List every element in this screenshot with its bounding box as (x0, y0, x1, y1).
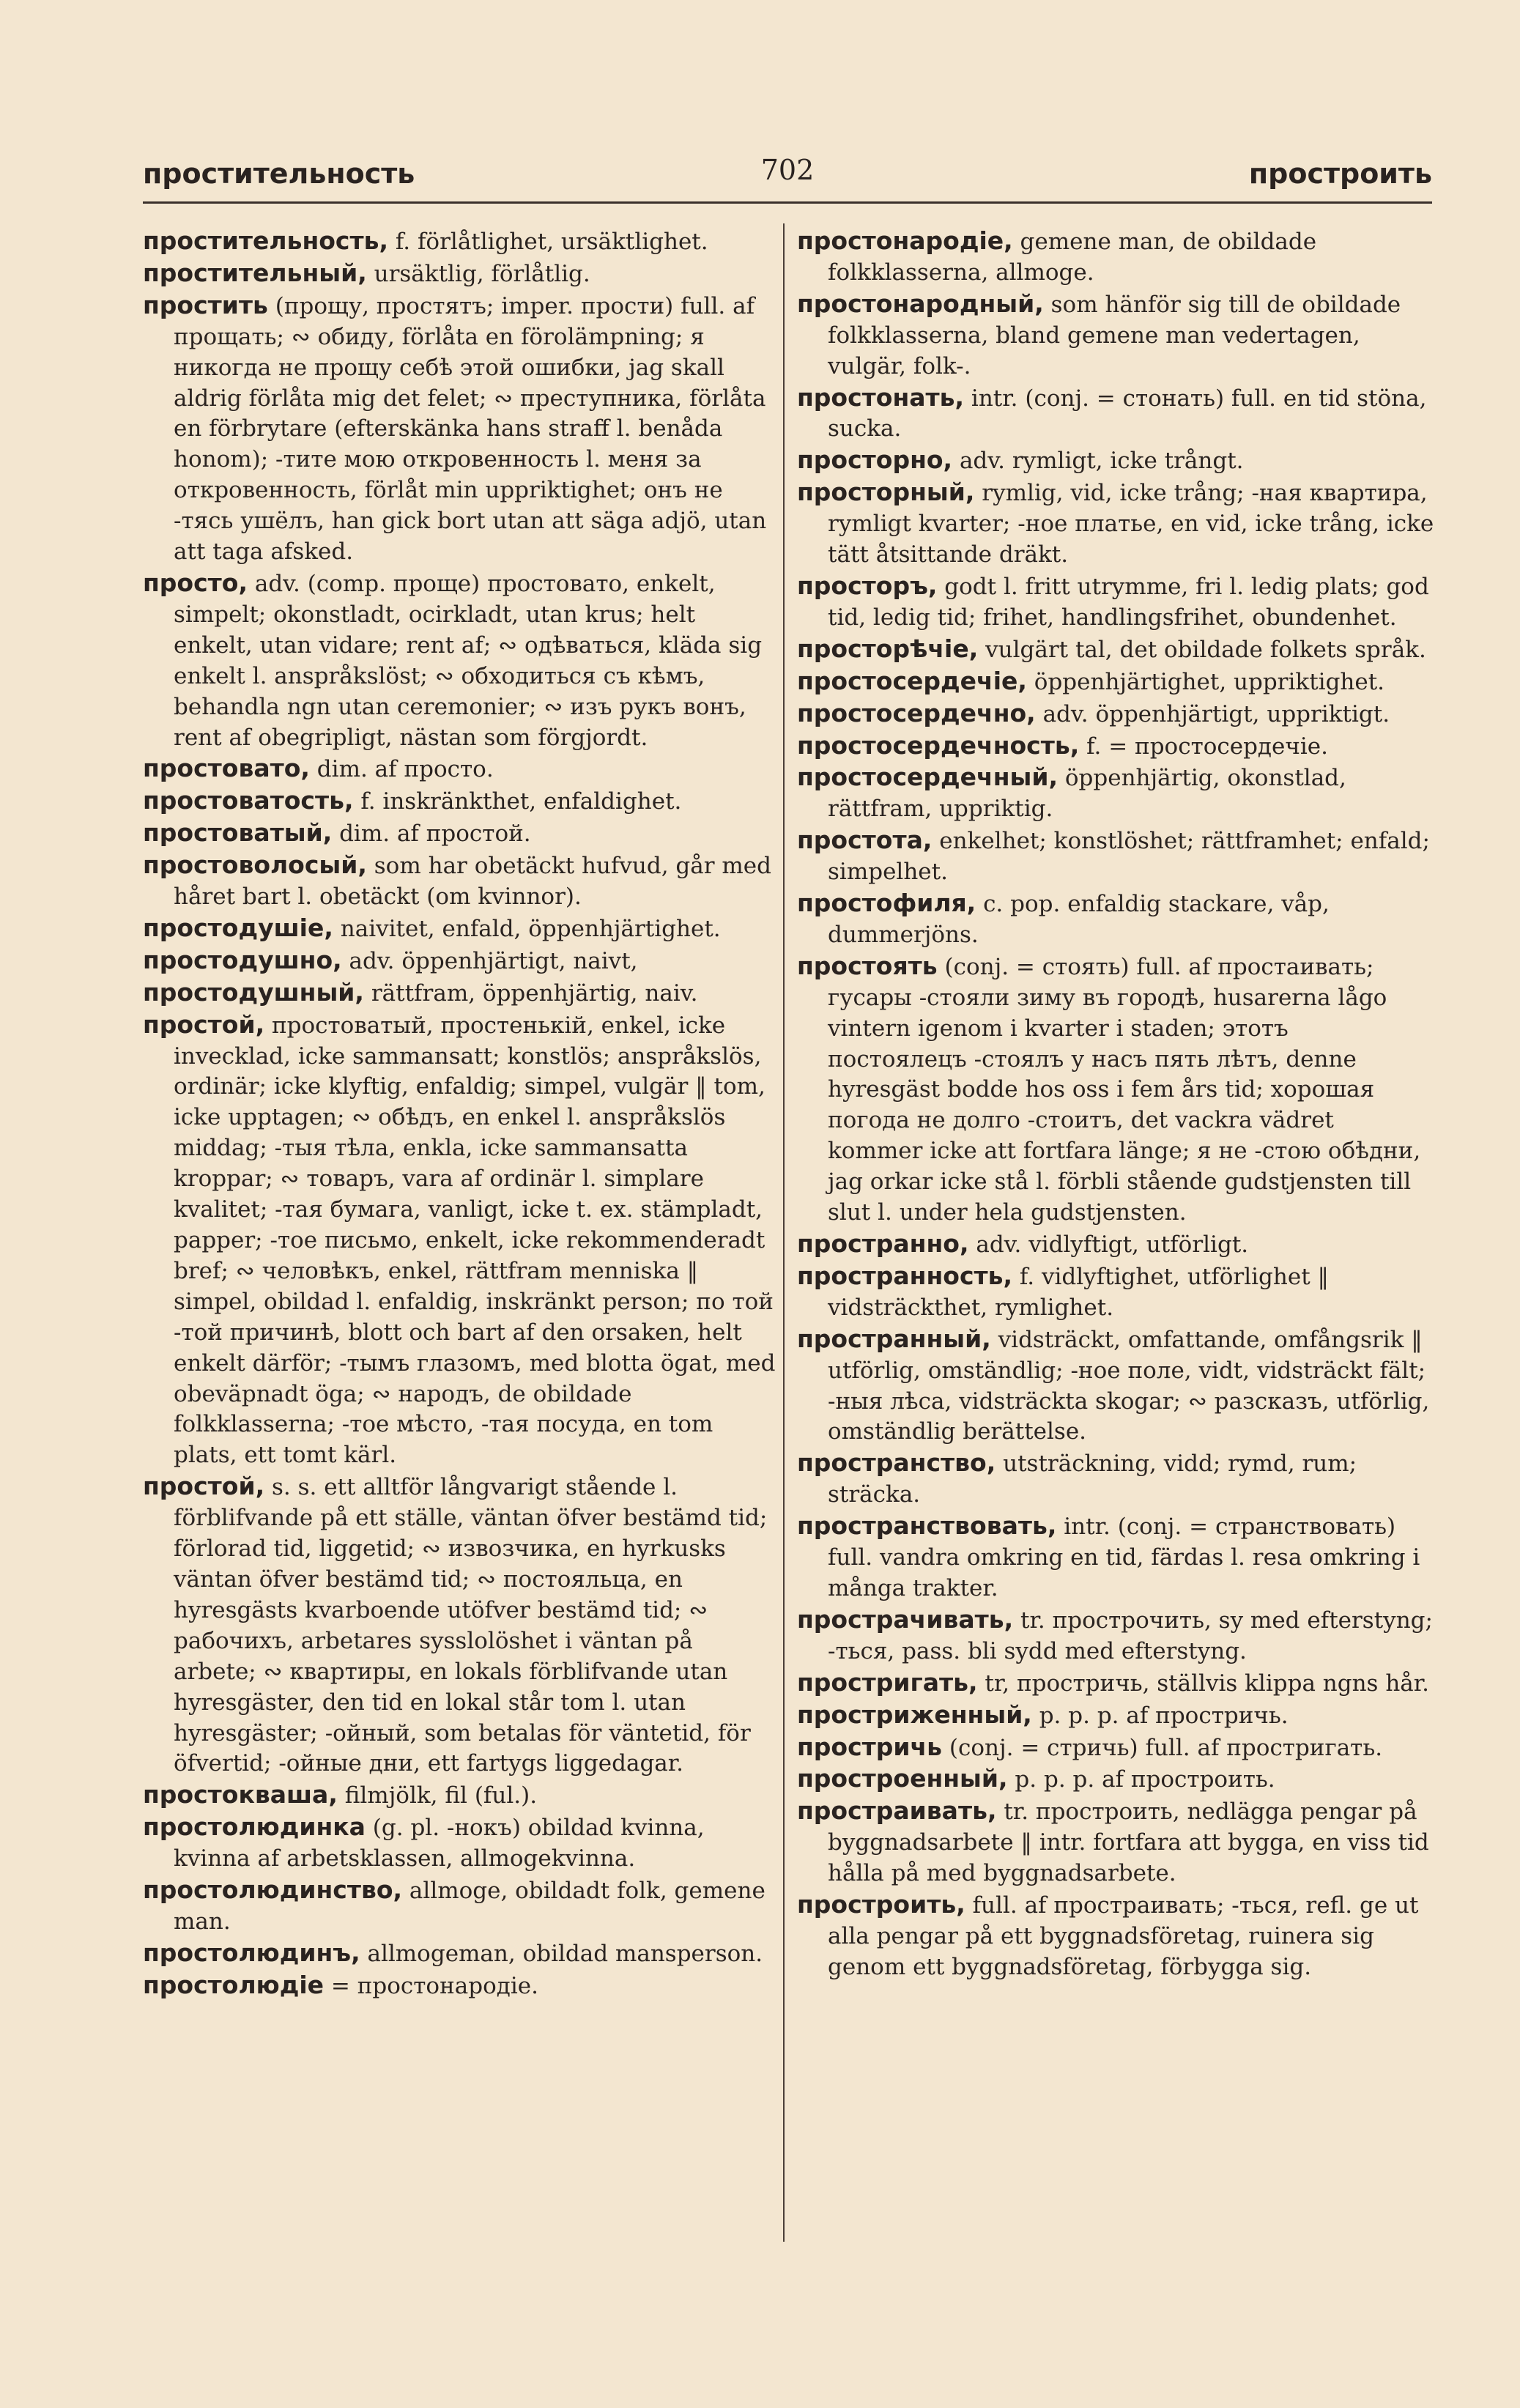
dictionary-entry (797, 698, 1434, 730)
definition: allmogeman, obildad mansperson. (360, 1940, 763, 1967)
dictionary-entry (797, 382, 1434, 445)
definition: = простонародіе. (324, 1972, 538, 1999)
definition: простоватый, простенькій, enkel, icke invecklad, icke sammansatt; konstlös; anspråkslös, ordinär; icke klyftig, enfaldig; simpel, vulgär ‖ tom, icke upptagen; ∾ обѣдъ, en enkel l. anspråkslös middag; -тыя тѣла, enkla, icke sammansatta kroppar; ∾ товаръ, vara af ordinär l. simplare kvalitet; -тая бумага, vanligt, icke t. ex. stämpladt, papper; -тое письмо, enkelt, icke rekommenderadt bref; ∾ человѣкъ, enkel, rättfram menniska ‖ simpel, obildad l. enfaldig, inskränkt person; по той -той причинѣ, blott och bart af den orsaken, helt enkelt därför; -тымъ глазомъ, med blotta ögat, med obeväpnadt öga; ∾ народъ, de obildade folkklasserna; -тое мѣсто, -тая посуда, en tom plats, ett tomt kärl. (174, 1012, 776, 1469)
headword: простить (143, 290, 268, 319)
headword: простриженный, (797, 1700, 1032, 1729)
definition: s. s. ett alltför långvarigt stående l. förblifvande på ett ställe, väntan öfver bestämd tid; förlorad tid, liggetid; ∾ извозчика, en hyrkusks väntan öfver bestämd tid; ∾ постояльца, en hyresgästs kvarboende utöfver bestämd tid; ∾ рабочихъ, arbetares sysslolöshet i väntan på arbete; ∾ квартиры, en lokals förblifvande utan hyresgäster, den tid en lokal står tom l. utan hyresgäster; -ойный, som betalas för väntetid, för öfvertid; -ойные дни, ett fartygs liggedagar. (174, 1474, 768, 1777)
definition: vidsträckt, omfattande, omfångsrik ‖ utförlig, omständlig; -ное поле, vidt, vidsträckt fält; -ныя лѣса, vidsträckta skogar; ∾ разсказъ, utförlig, omständlig berättelse. (828, 1326, 1430, 1445)
headword: простоватый, (143, 818, 333, 848)
headword: просторѣчіе, (797, 634, 979, 663)
dictionary-entry (797, 1324, 1434, 1448)
headword: просто, (143, 568, 248, 597)
definition: f. förlåtlighet, ursäktlighet. (388, 229, 708, 255)
dictionary-entry (143, 1779, 780, 1812)
headword: простроенный, (797, 1764, 1008, 1793)
headword: пространность, (797, 1261, 1013, 1290)
headword: простовато, (143, 754, 310, 783)
headword: пространно, (797, 1229, 969, 1258)
definition: som hänför sig till de obildade folkklasserna, bland gemene man vedertagen, vulgär, folk-. (828, 291, 1401, 379)
dictionary-entry (797, 1889, 1434, 1983)
headword: простодушно, (143, 945, 342, 974)
headword: простофиля, (797, 889, 976, 918)
definition: adv. rymligt, icke trångt. (952, 448, 1244, 475)
definition: tr. прострочить, sy med efterstyng; -ться, pass. bli sydd med efterstyng. (828, 1607, 1433, 1664)
definition: f. = простосердечіе. (1079, 733, 1328, 760)
dictionary-entry (797, 1667, 1434, 1700)
headword: простричь (797, 1732, 943, 1761)
dictionary-entry (143, 1812, 780, 1875)
headword: простраивать, (797, 1796, 997, 1826)
dictionary-entry (797, 888, 1434, 951)
definition: adv. vidlyftigt, utförligt. (968, 1231, 1249, 1258)
headword: простосердечный, (797, 763, 1059, 792)
dictionary-entry (797, 1700, 1434, 1732)
dictionary-entry (143, 945, 780, 977)
headword: пространствовать, (797, 1511, 1057, 1541)
definition: utsträckning, vidd; rymd, rum; sträcka. (828, 1451, 1357, 1508)
headword: просторно, (797, 445, 953, 475)
dictionary-entry (797, 477, 1434, 571)
right-guideword: простроить (1248, 158, 1432, 190)
dictionary-entry (143, 1875, 780, 1938)
headword: простолюдинъ, (143, 1938, 360, 1967)
dictionary-entry (797, 762, 1434, 825)
definition: (прощу, простятъ; imper. прости) full. af прощать; ∾ обиду, förlåta en förolämpning; я никогда не прощу себѣ этой ошибки, jag skall aldrig förlåta mig det felet; ∾ преступника, förlåta en förbrytare (efterskänka hans straff l. benåda honom); -тите мою откровенность l. меня за откровенность, förlåt min uppriktighet; онъ не -тясь ушёлъ, han gick bort utan att säga adjö, utan att taga afsked. (174, 292, 767, 566)
definition: tr, простричь, ställvis klippa ngns hår. (977, 1670, 1430, 1697)
dictionary-entry (797, 666, 1434, 698)
definition: f. inskränkthet, enfaldighet. (353, 788, 682, 815)
dictionary-entry (797, 1511, 1434, 1604)
definition: dim. af простой. (332, 820, 531, 848)
column-divider (783, 223, 785, 2242)
dictionary-entry (797, 226, 1434, 289)
definition: tr. простроить, nedlägga pengar på byggnadsarbete ‖ intr. fortfara att bygga, en viss tid hålla på med byggnadsarbete. (828, 1798, 1429, 1887)
dictionary-entry (797, 1763, 1434, 1796)
headword: простительность, (143, 226, 389, 255)
dictionary-entry (797, 1796, 1434, 1889)
definition: c. pop. enfaldig stackare, våp, dummerjöns. (828, 891, 1330, 948)
dictionary-entry (143, 1471, 780, 1779)
dictionary-entry (143, 913, 780, 945)
dictionary-entry (143, 1970, 780, 2002)
headword: пространный, (797, 1324, 991, 1353)
headword: простокваша, (143, 1780, 338, 1809)
dictionary-entry (143, 226, 780, 258)
definition: enkelhet; konstlöshet; rättframhet; enfald; simpelhet. (828, 828, 1430, 886)
headword: простой, (143, 1009, 265, 1039)
definition: (g. pl. -нокъ) obildad kvinna, kvinna af arbetsklassen, allmogekvinna. (174, 1815, 705, 1872)
definition: som har obetäckt hufvud, går med håret bart l. obetäckt (om kvinnor). (174, 853, 771, 911)
dictionary-entry (143, 977, 780, 1009)
definition: rättfram, öppenhjärtig, naiv. (363, 979, 698, 1007)
right-column (797, 226, 1434, 1983)
headword: простой, (143, 1472, 265, 1501)
headword: простосердечіе, (797, 666, 1027, 695)
headword: пространство, (797, 1448, 996, 1478)
page-number: 702 (760, 154, 815, 186)
page-header (143, 150, 1432, 204)
definition: adv. öppenhjärtigt, naivt, (341, 947, 638, 974)
headword: просторъ, (797, 571, 938, 600)
dictionary-entry (797, 445, 1434, 477)
headword: простроить, (797, 1890, 965, 1919)
dictionary-entry (143, 258, 780, 290)
dictionary-entry (797, 1261, 1434, 1324)
dictionary-entry (797, 1448, 1434, 1511)
definition: adv. öppenhjärtigt, uppriktigt. (1035, 700, 1390, 727)
definition: filmjölk, fil (ful.). (337, 1782, 538, 1809)
headword: простительный, (143, 258, 367, 287)
headword: простосердечно, (797, 698, 1036, 727)
dictionary-entry (797, 571, 1434, 634)
definition: gemene man, de obildade folkklasserna, allmoge. (828, 229, 1317, 286)
definition: allmoge, obildadt folk, gemene man. (174, 1878, 765, 1935)
headword: простолюдіе (143, 1970, 325, 1999)
definition: rymlig, vid, icke trång; -ная квартира, rymligt kvarter; -ное платье, en vid, icke trång, icke tätt åtsittande dräkt. (828, 480, 1434, 568)
definition: full. af простраивать; -ться, refl. ge ut alla pengar på ett byggnadsföretag, ruinera sig genom ett byggnadsföretag, förbygga sig. (828, 1892, 1419, 1980)
dictionary-entry (797, 951, 1434, 1229)
dictionary-entry (797, 1229, 1434, 1261)
headword: простонародный, (797, 289, 1044, 318)
definition: vulgärt tal, det obildade folkets språk. (978, 636, 1426, 663)
headword: простота, (797, 826, 933, 855)
headword: простонать, (797, 382, 965, 412)
dictionary-entry (797, 825, 1434, 888)
definition: f. vidlyftighet, utförlighet ‖ vidsträckthet, rymlighet. (828, 1263, 1330, 1321)
headword: простонародіе, (797, 226, 1013, 255)
headword: простодушіе, (143, 913, 333, 942)
definition: godt l. fritt utrymme, fri l. ledig plats; god tid, ledig tid; frihet, handlingsfrihet, obundenhet. (828, 573, 1429, 631)
definition: intr. (conj. = стонать) full. en tid stöna, sucka. (828, 385, 1427, 442)
definition: ursäktlig, förlåtlig. (366, 260, 590, 287)
dictionary-entry (143, 290, 780, 568)
headword: простолюдинка (143, 1812, 366, 1842)
definition: p. p. p. af простричь. (1031, 1702, 1289, 1729)
dictionary-entry (143, 785, 780, 818)
headword: просторный, (797, 478, 975, 507)
dictionary-entry (143, 1938, 780, 1970)
dictionary-entry (143, 818, 780, 850)
definition: dim. af просто. (309, 756, 494, 783)
left-column (143, 226, 780, 2002)
left-guideword: простительность (143, 158, 415, 190)
dictionary-entry (797, 634, 1434, 666)
definition: (conj. = стричь) full. af простригать. (942, 1734, 1383, 1761)
definition: intr. (conj. = странствовать) full. vandra omkring en tid, färdas l. resa omkring i många trakter. (828, 1514, 1420, 1601)
definition: naivitet, enfald, öppenhjärtighet. (333, 915, 721, 942)
dictionary-entry (797, 289, 1434, 382)
definition: öppenhjärtighet, uppriktighet. (1026, 668, 1385, 695)
dictionary-entry (143, 753, 780, 785)
headword: простосердечность, (797, 730, 1080, 760)
headword: простригать, (797, 1667, 978, 1697)
dictionary-entry (143, 568, 780, 753)
headword: простоволосый, (143, 851, 367, 880)
dictionary-entry (797, 730, 1434, 763)
headword: простоватость, (143, 786, 354, 815)
headword: простоять (797, 951, 938, 980)
dictionary-entry (797, 1732, 1434, 1764)
definition: (conj. = стоять) full. af простаивать; гусары -стояли зиму въ городѣ, husarerna lågo vintern igenom i kvarter i staden; этотъ постоялецъ -стоялъ у насъ пять лѣтъ, denne hyresgäst bodde hos oss i fem års tid; хорошая погода не долго -стоитъ, det vackra vädret kommer icke att fortfara länge; я не -стою обѣдни, jag orkar icke stå l. förbli stående gudstjensten till slut l. under hela gudstjensten. (828, 953, 1421, 1226)
headword: прострачивать, (797, 1604, 1014, 1634)
headword: простолюдинство, (143, 1875, 403, 1905)
dictionary-entry (143, 1009, 780, 1472)
definition: öppenhjärtig, okonstlad, rättfram, uppriktig. (828, 765, 1346, 823)
dictionary-entry (797, 1604, 1434, 1667)
headword: простодушный, (143, 977, 364, 1007)
definition: p. p. p. af простроить. (1007, 1766, 1275, 1793)
dictionary-entry (143, 850, 780, 913)
definition: adv. (comp. проще) простовато, enkelt, simpelt; okonstladt, ocirkladt, utan krus; helt enkelt, utan vidare; rent af; ∾ одѣваться, kläda sig enkelt l. anspråkslöst; ∾ обходиться съ кѣмъ, behandla ngn utan ceremonier; ∾ изъ рукъ вонъ, rent af obegripligt, nästan som förgjordt. (174, 570, 763, 751)
